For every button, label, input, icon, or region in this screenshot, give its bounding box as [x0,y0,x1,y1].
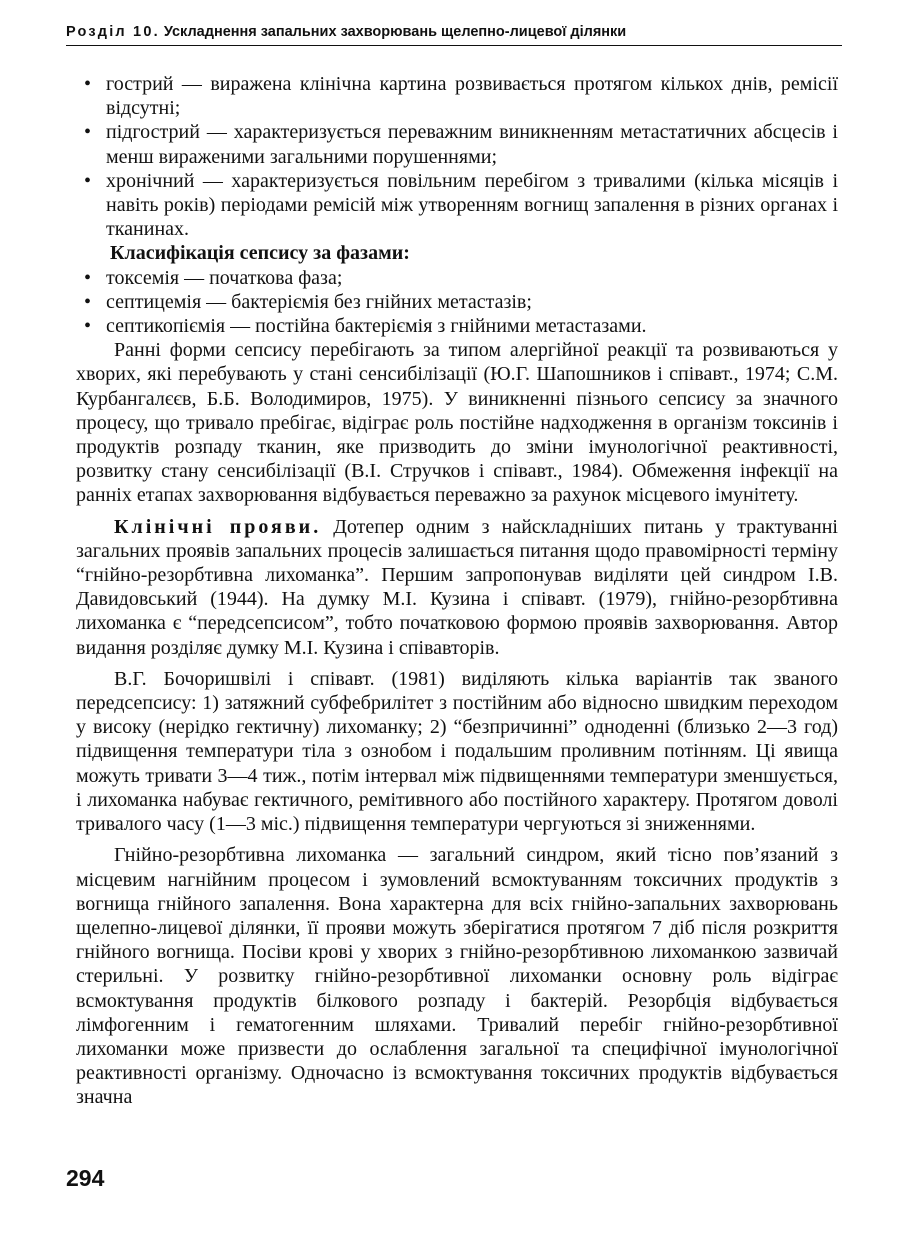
paragraph-early-sepsis: Ранні форми сепсису перебігають за типом алергійної реакції та розвиваються у хворих, які перебувають у стані сенсибілізації (Ю.Г. Шапошников і співавт., 1974; С.М. Курбангалєєв, Б.Б. Володимиров, 1975). У виникненні пізнього сепсису за значного процесу, що тривало пребігає, відіграє роль постійне надходження в організм токсинів і продуктів розпаду тканин, яке призводить до зміни імунологічної реактивності, розвитку стану сенсибілізації (В.І. Стручков і співавт., 1984). Обмеження інфекції на ранніх етапах захворювання відбувається переважно за рахунок місцевого імунітету. [76,339,838,507]
paragraph-resorptive-fever: Гнійно-резорбтивна лихоманка — загальний синдром, який тісно пов’язаний з місцевим нагнійним процесом і зумовлений всмоктуванням токсичних продуктів з вогнища гнійного запалення. Вона характерна для всіх гнійно-запальних захворювань щелепно-лицевої ділянки, її прояви можуть зберігатися протягом 7 діб після розкриття гнійного вогнища. Посіви крові у хворих з гнійно-резорбтивною лихоманкою зазвичай стерильні. У розвитку гнійно-резорбтивної лихоманки основну роль відіграє всмоктування продуктів білкового розпаду і бактерій. Резорбція відбувається лімфогенним і гематогенним шляхами. Тривалий перебіг гнійно-резорбтивної лихоманки може призвести до ослаблення загальної та специфічної імунологічної реактивності організму. Одночасно із всмоктування токсичних продуктів відбувається значна [76,844,838,1109]
list-item: • хронічний — характеризується повільним перебігом з тривалими (кілька місяців і навіть років) періодами ремісій між утворенням вогнищ запалення в різних органах і тканинах. [76,169,838,242]
clinical-signs-heading: Клінічні прояви. [114,515,322,538]
list-item: • септикопіємія — постійна бактеріємія з гнійними метастазами. [76,314,838,338]
section-title: Ускладнення запальних захворювань щелепно-лицевої ділянки [163,24,627,40]
sepsis-phases-list [76,266,838,339]
page-body [76,72,838,1110]
classification-heading: Класифікація сепсису за фазами: [110,242,410,265]
sepsis-forms-list [76,72,838,241]
paragraph-presepsis-variants: В.Г. Бочоришвілі і співавт. (1981) виділяють кілька варіантів так званого передсепсису: 1) затяжний субфебрилітет з постійним або відносно швидким переходом у високу (нерідко гектичну) лихоманку; 2) “безпричинні” одноденні (близько 2—3 год) підвищення температури тіла з ознобом і подальшим проливним потінням. Ці явища можуть тривати 3—4 тиж., потім інтервал між підвищеннями температури зменшується, і лихоманка набуває гектичного, ремітивного або постійного характеру. Протягом доволі тривалого часу (1—3 міс.) підвищення температури чергуються зі зниженнями. [76,667,838,836]
running-header [66,22,842,46]
list-item: • підгострий — характеризується переважним виникненням метастатичних абсцесів і менш вираженими загальними порушеннями; [76,120,838,168]
list-item: • токсемія — початкова фаза; [76,266,838,290]
paragraph-clinical-signs [76,515,838,660]
clinical-signs-text: Дотепер одним з найскладніших питань у трактуванні загальних проявів запальних процесів залишається питання щодо правомірності терміну “гнійно-резорбтивна лихоманка”. Першим запропонував виділяти цей синдром І.В. Давидовський (1944). На думку М.І. Кузина і співавт. (1979), гнійно-резорбтивна лихоманка є “передсепсисом”, тобто початковою формою проявів захворювання. Автор видання розділяє думку М.І. Кузина і співавторів. [76,515,838,659]
list-item: • септицемія — бактеріємія без гнійних метастазів; [76,290,838,314]
page-number: 294 [66,1165,105,1191]
section-label: Розділ 10. [66,24,160,40]
list-item: • гострий — виражена клінічна картина розвивається протягом кількох днів, ремісії відсутні; [76,72,838,120]
